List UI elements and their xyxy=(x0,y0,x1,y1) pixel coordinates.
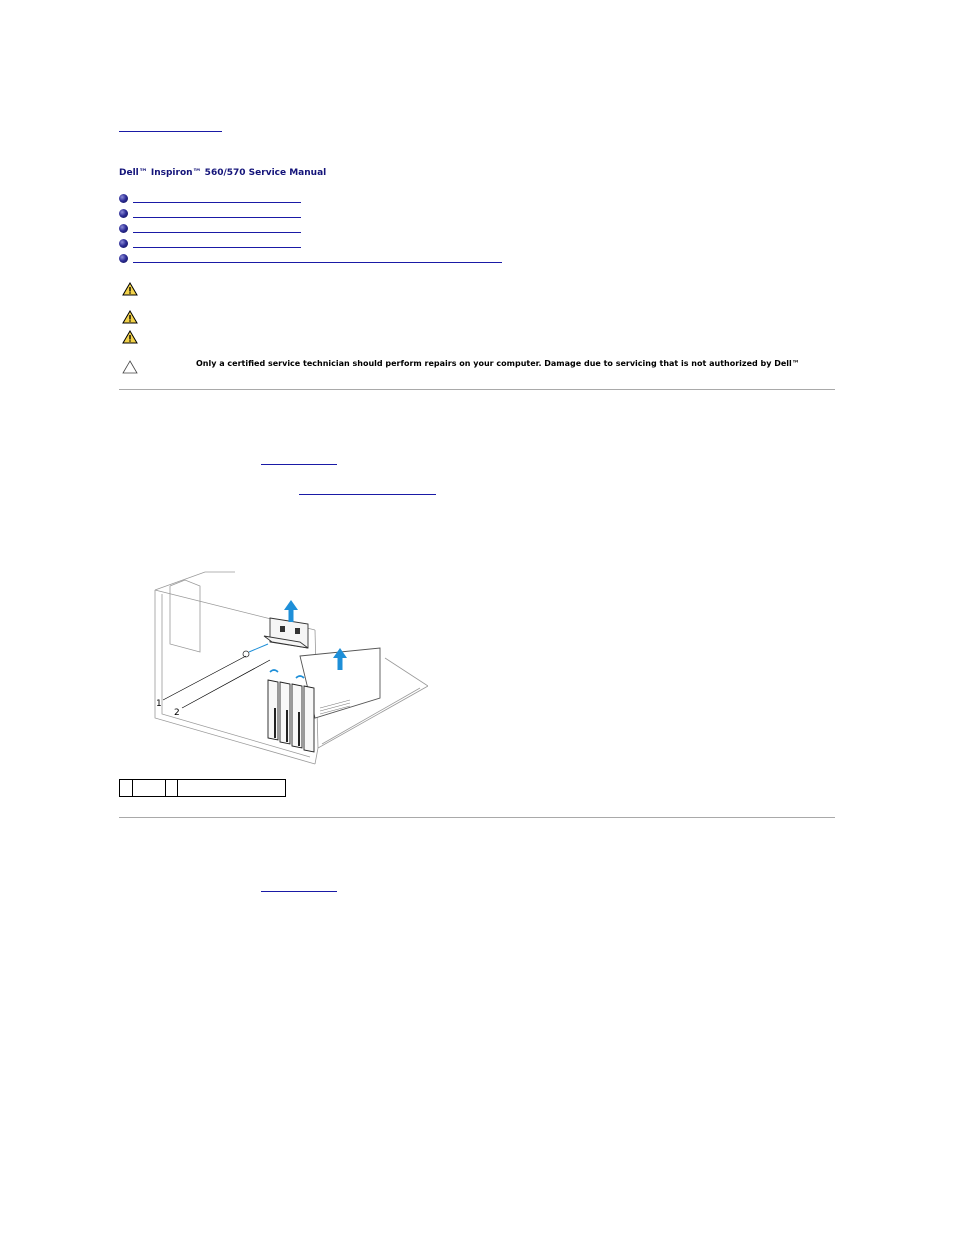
warning-icon xyxy=(122,310,138,324)
warning-icon xyxy=(122,330,138,344)
up-arrow-icon xyxy=(284,600,298,622)
callout-table-cell xyxy=(178,780,285,796)
callout-table-cell xyxy=(166,780,178,796)
caution-text: Only a certified service technician should perform repairs on your computer. Damage due to servicing that is not authorized by Dell™ xyxy=(196,359,800,368)
warning-icon xyxy=(122,282,138,296)
bullet-icon xyxy=(119,239,128,248)
procedure-link-3[interactable] xyxy=(261,891,337,892)
page-title: Dell™ Inspiron™ 560/570 Service Manual xyxy=(119,168,327,178)
toc-link-5[interactable] xyxy=(133,262,502,263)
callout-table-cell xyxy=(120,780,133,796)
bullet-icon xyxy=(119,224,128,233)
toc-link-2[interactable] xyxy=(133,217,301,218)
bullet-icon xyxy=(119,209,128,218)
section-divider xyxy=(119,817,835,818)
section-divider xyxy=(119,389,835,390)
callout-label-1: 1 xyxy=(156,699,162,709)
procedure-link-1[interactable] xyxy=(261,464,337,465)
toc-link-1[interactable] xyxy=(133,202,301,203)
bullet-icon xyxy=(119,254,128,263)
back-to-contents-link[interactable] xyxy=(119,131,222,132)
caution-icon xyxy=(122,360,138,374)
callout-table xyxy=(119,779,286,797)
bullet-icon xyxy=(119,194,128,203)
toc-link-4[interactable] xyxy=(133,247,301,248)
procedure-link-2[interactable] xyxy=(299,494,436,495)
callout-label-2: 2 xyxy=(174,708,180,718)
card-removal-illustration xyxy=(150,568,428,768)
callout-table-cell xyxy=(133,780,166,796)
toc-link-3[interactable] xyxy=(133,232,301,233)
